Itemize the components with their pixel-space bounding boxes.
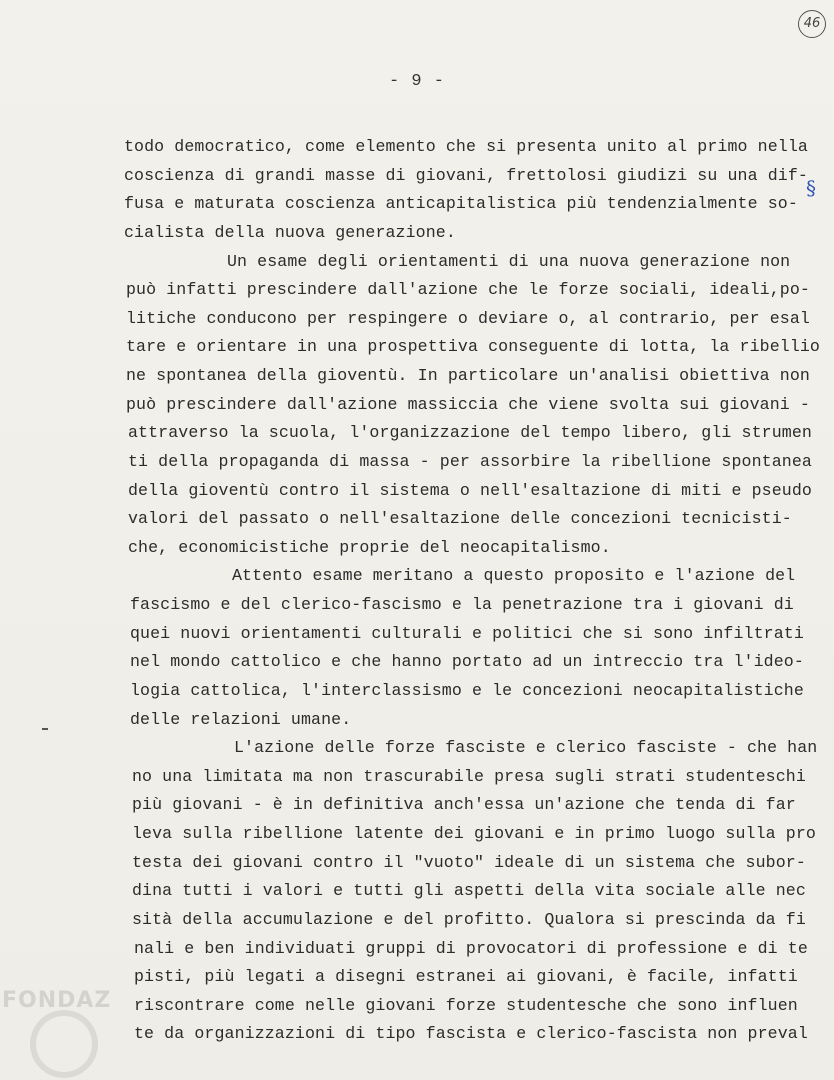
text-line: dina tutti i valori e tutti gli aspetti della vita sociale alle nec: [132, 881, 806, 900]
text-line: Attento esame meritano a questo proposito e l'azione del: [232, 566, 796, 585]
watermark-logo: [30, 1010, 98, 1078]
text-line: ti della propaganda di massa - per assorbire la ribellione spontanea: [128, 452, 812, 471]
text-line: quei nuovi orientamenti culturali e politici che si sono infiltrati: [130, 624, 804, 643]
text-line: può infatti prescindere dall'azione che le forze sociali, ideali,po-: [126, 280, 810, 299]
page-number: - 9 -: [388, 72, 445, 91]
archive-number-stamp: 46: [798, 10, 826, 38]
text-line: te da organizzazioni di tipo fascista e clerico-fascista non preval: [134, 1024, 808, 1043]
text-line: delle relazioni umane.: [130, 710, 352, 729]
text-line: nel mondo cattolico e che hanno portato ad un intreccio tra l'ideo-: [130, 652, 804, 671]
text-line: coscienza di grandi masse di giovani, frettolosi giudizi su una dif-: [124, 166, 808, 185]
margin-annotation-mark: §: [806, 176, 816, 200]
margin-dash: [42, 728, 48, 730]
text-line: può prescindere dall'azione massiccia che viene svolta sui giovani -: [126, 395, 810, 414]
text-line: attraverso la scuola, l'organizzazione del tempo libero, gli strumen: [128, 423, 812, 442]
text-line: litiche conducono per respingere o deviare o, al contrario, per esal: [126, 309, 810, 328]
text-line: no una limitata ma non trascurabile presa sugli strati studenteschi: [132, 767, 806, 786]
text-line: fascismo e del clerico-fascismo e la penetrazione tra i giovani di: [130, 595, 794, 614]
text-line: todo democratico, come elemento che si presenta unito al primo nella: [124, 137, 808, 156]
text-line: fusa e maturata coscienza anticapitalistica più tendenzialmente so-: [124, 194, 798, 213]
text-line: nali e ben individuati gruppi di provocatori di professione e di te: [134, 939, 808, 958]
text-line: della gioventù contro il sistema o nell'esaltazione di miti e pseudo: [128, 481, 812, 500]
text-line: cialista della nuova generazione.: [124, 223, 456, 242]
text-line: pisti, più legati a disegni estranei ai giovani, è facile, infatti: [134, 967, 798, 986]
text-line: sità della accumulazione e del profitto. Qualora si prescinda da fi: [132, 910, 806, 929]
text-line: valori del passato o nell'esaltazione delle concezioni tecnicisti-: [128, 509, 792, 528]
text-line: leva sulla ribellione latente dei giovani e in primo luogo sulla pro: [132, 824, 816, 843]
text-line: riscontrare come nelle giovani forze studentesche che sono influen: [134, 996, 798, 1015]
text-line: ne spontanea della gioventù. In particolare un'analisi obiettiva non: [126, 366, 810, 385]
text-line: logia cattolica, l'interclassismo e le concezioni neocapitalistiche: [130, 681, 804, 700]
text-line: che, economicistiche proprie del neocapitalismo.: [128, 538, 611, 557]
text-line: tare e orientare in una prospettiva conseguente di lotta, la ribellio: [126, 337, 820, 356]
text-line: Un esame degli orientamenti di una nuova generazione non: [227, 252, 791, 271]
text-line: testa dei giovani contro il "vuoto" ideale di un sistema che subor-: [132, 853, 806, 872]
text-line: più giovani - è in definitiva anch'essa un'azione che tenda di far: [132, 795, 796, 814]
text-line: L'azione delle forze fasciste e clerico fasciste - che han: [234, 738, 818, 757]
watermark-text: FONDAZ: [2, 988, 112, 1013]
